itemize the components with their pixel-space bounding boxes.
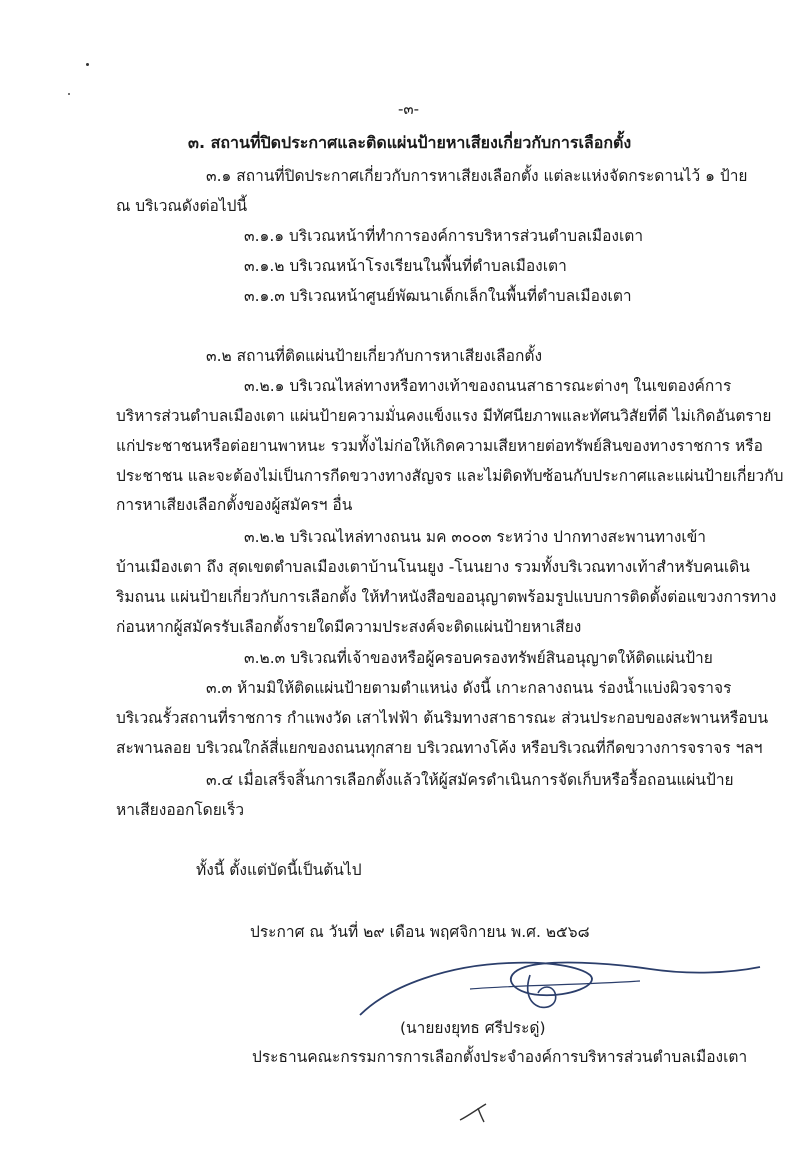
s31-item-1: ๓.๑.๑ บริเวณหน้าที่ทำการองค์การบริหารส่วนตำบลเมืองเตา [244, 227, 644, 245]
signer-title: ประธานคณะกรรมการการเลือกตั้งประจำองค์การบริหารส่วนตำบลเมืองเตา [252, 1048, 748, 1066]
s31-item-3: ๓.๑.๓ บริเวณหน้าศูนย์พัฒนาเด็กเล็กในพื้นที่ตำบลเมืองเตา [244, 287, 632, 305]
s32-p1-line1: ๓.๒.๑ บริเวณไหล่ทางหรือทางเท้าของถนนสาธารณะต่างๆ ในเขตองค์การ [244, 377, 732, 395]
section-heading: ๓. สถานที่ปิดประกาศและติดแผ่นป้ายหาเสียงเกี่ยวกับการเลือกตั้ง [188, 133, 632, 152]
s32-p2-line2: บ้านเมืองเตา ถึง สุดเขตตำบลเมืองเตาบ้านโนนยูง -โนนยาง รวมทั้งบริเวณทางเท้าสำหรับคนเดิน [116, 558, 750, 576]
s33-line3: สะพานลอย บริเวณใกล้สี่แยกของถนนทุกสาย บริเวณทางโค้ง หรือบริเวณที่กีดขวางการจราจร ฯลฯ [116, 739, 763, 757]
s34-line2: หาเสียงออกโดยเร็ว [116, 801, 245, 819]
speck-mark [68, 93, 70, 95]
page-number: -๓- [398, 100, 420, 118]
pen-mark [456, 1098, 496, 1126]
s32-p1-line3: แก่ประชาชนหรือต่อยานพาหนะ รวมทั้งไม่ก่อให้เกิดความเสียหายต่อทรัพย์สินของทางราชการ หรือ [116, 437, 763, 455]
s34-line1: ๓.๔ เมื่อเสร็จสิ้นการเลือกตั้งแล้วให้ผู้สมัครดำเนินการจัดเก็บหรือรื้อถอนแผ่นป้าย [206, 771, 734, 789]
s31-line2: ณ บริเวณดังต่อไปนี้ [116, 197, 248, 215]
s32-p1-line2: บริหารส่วนตำบลเมืองเตา แผ่นป้ายความมั่นคงแข็งแรง มีทัศนียภาพและทัศนวิสัยที่ดี ไม่เกิดอันตราย [116, 407, 772, 425]
speck-mark [86, 63, 89, 66]
s32-p1-line4: ประชาชน และจะต้องไม่เป็นการกีดขวางทางสัญจร และไม่ติดทับซ้อนกับประกาศและแผ่นป้ายเกี่ยวกับ [116, 467, 784, 485]
s31-line1: ๓.๑ สถานที่ปิดประกาศเกี่ยวกับการหาเสียงเลือกตั้ง แต่ละแห่งจัดกระดานไว้ ๑ ป้าย [206, 167, 748, 185]
s32-p2-line3: ริมถนน แผ่นป้ายเกี่ยวกับการเลือกตั้ง ให้ทำหนังสือขออนุญาตพร้อมรูปแบบการติดตั้งต่อแขวงการทาง [116, 588, 777, 606]
s32-p2-line4: ก่อนหากผู้สมัครรับเลือกตั้งรายใดมีความประสงค์จะติดแผ่นป้ายหาเสียง [116, 618, 582, 636]
announce-date: ประกาศ ณ วันที่ ๒๙ เดือน พฤศจิกายน พ.ศ. ๒๕๖๘ [250, 923, 590, 941]
s31-item-2: ๓.๑.๒ บริเวณหน้าโรงเรียนในพื้นที่ตำบลเมืองเตา [244, 257, 567, 275]
s32-title: ๓.๒ สถานที่ติดแผ่นป้ายเกี่ยวกับการหาเสียงเลือกตั้ง [206, 347, 543, 365]
s32-p3: ๓.๒.๓ บริเวณที่เจ้าของหรือผู้ครอบครองทรัพย์สินอนุญาตให้ติดแผ่นป้าย [244, 649, 713, 667]
s33-line1: ๓.๓ ห้ามมิให้ติดแผ่นป้ายตามตำแหน่ง ดังนี้ เกาะกลางถนน ร่องน้ำแบ่งผิวจราจร [206, 679, 732, 697]
signer-name: (นายยงยุทธ ศรีประดู่) [400, 1019, 546, 1037]
s32-p1-line5: การหาเสียงเลือกตั้งของผู้สมัครฯ อื่น [116, 496, 353, 514]
s32-p2-line1: ๓.๒.๒ บริเวณไหล่ทางถนน มค ๓๐๐๓ ระหว่าง ปากทางสะพานทางเข้า [244, 528, 706, 546]
s33-line2: บริเวณรั้วสถานที่ราชการ กำแพงวัด เสาไฟฟ้า ต้นริมทางสาธารณะ ส่วนประกอบของสะพานหรือบน [116, 709, 769, 727]
effective-statement: ทั้งนี้ ตั้งแต่บัดนี้เป็นต้นไป [196, 861, 362, 879]
